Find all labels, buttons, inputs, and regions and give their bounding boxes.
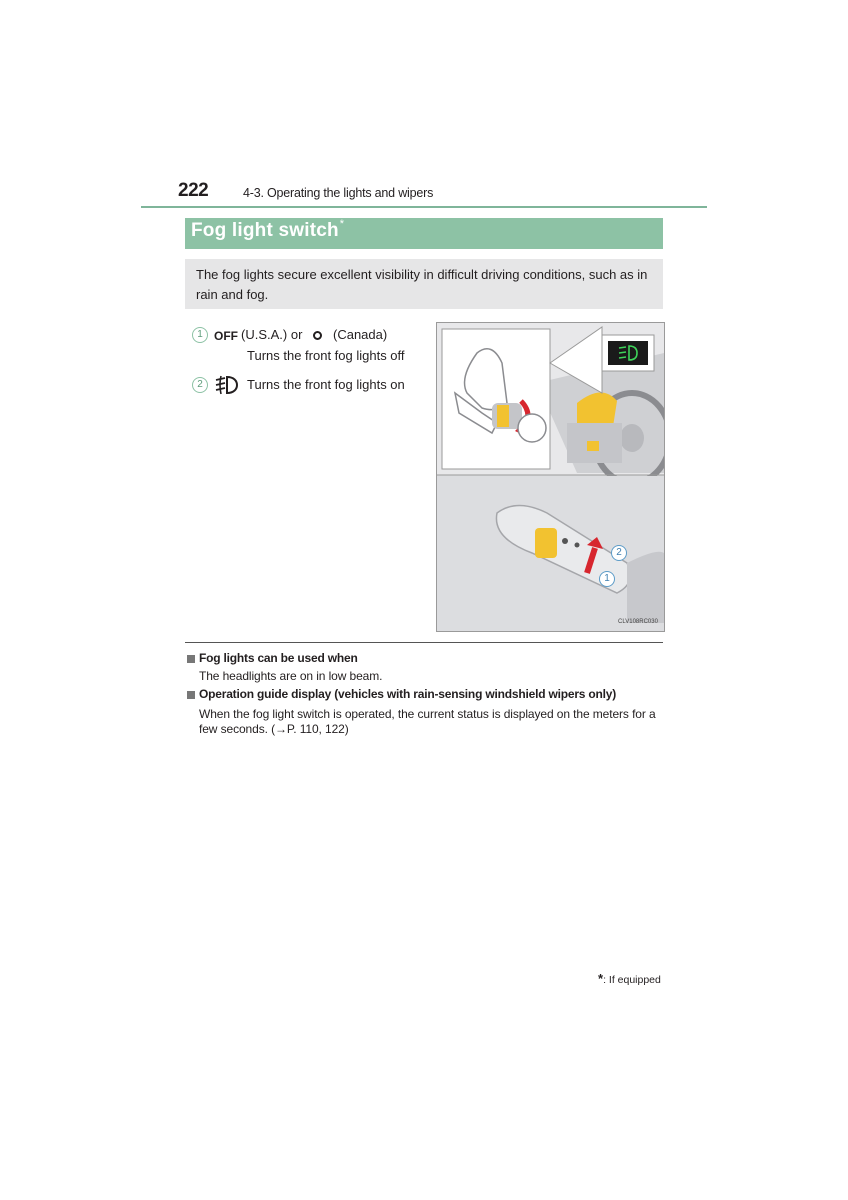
item-2-number: 2 bbox=[192, 377, 208, 393]
header-rule bbox=[141, 206, 707, 208]
figure-callout-1: 1 bbox=[599, 571, 615, 587]
section-title: 4-3. Operating the lights and wipers bbox=[243, 186, 434, 200]
page-title bbox=[191, 220, 344, 242]
note-1-body: The headlights are on in low beam. bbox=[199, 669, 383, 683]
fog-light-switch-illustration bbox=[436, 322, 665, 632]
fog-light-off-symbol-icon bbox=[313, 331, 322, 340]
footnote bbox=[598, 971, 661, 986]
item-1-number: 1 bbox=[192, 327, 208, 343]
item-2-description: Turns the front fog lights on bbox=[247, 377, 405, 392]
notes-divider bbox=[185, 642, 663, 643]
note-bullet-2 bbox=[187, 691, 195, 699]
usa-text: (U.S.A.) or bbox=[241, 327, 303, 342]
figure-callout-2: 2 bbox=[611, 545, 627, 561]
title-text: Fog light switch bbox=[191, 220, 339, 241]
illustration-svg bbox=[437, 323, 664, 631]
canada-text: (Canada) bbox=[333, 327, 388, 342]
note-2-body: When the fog light switch is operated, the current status is displayed on the meters for a few seconds. (→P. 110, 122) bbox=[199, 707, 656, 736]
title-marker: * bbox=[339, 218, 345, 230]
item-1-description: Turns the front fog lights off bbox=[247, 348, 405, 363]
footnote-text: : If equipped bbox=[603, 974, 661, 986]
note-bullet-1 bbox=[187, 655, 195, 663]
front-fog-light-icon bbox=[214, 374, 240, 396]
figure-code: CLV108RC030 bbox=[618, 619, 658, 625]
footnote-marker: * bbox=[598, 971, 604, 986]
page-number: 222 bbox=[178, 180, 209, 201]
intro-text: The fog lights secure excellent visibility in difficult driving conditions, such as in rain and fog. bbox=[196, 267, 648, 302]
off-label: OFF bbox=[214, 329, 238, 343]
note-2-heading: Operation guide display (vehicles with rain-sensing windshield wipers only) bbox=[199, 687, 617, 701]
note-1-heading: Fog lights can be used when bbox=[199, 651, 358, 665]
